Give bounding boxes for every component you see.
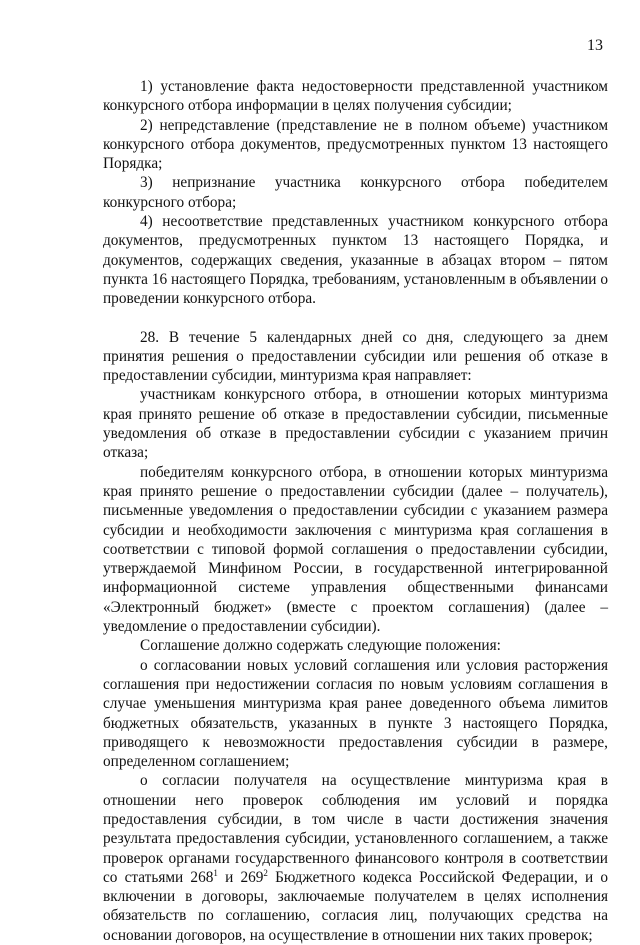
superscript-1: 1 xyxy=(213,867,218,878)
paragraph-item-28: 28. В течение 5 календарных дней со дня, следующего за днем принятия решения о предоставлении субсидии или решения об отказе в предоставлении субсидии, минтуризма края направляет: xyxy=(103,328,608,385)
document-body xyxy=(103,77,608,945)
consent-text-end: Бюджетного кодекса Российской Федерации, и о включении в договоры, заключаемые получателем в целях исполнения обязательств по соглашению, согласия лиц, получающих средства на основании договоров, на осуществление в отношении них таких проверок; xyxy=(103,868,609,944)
superscript-2: 2 xyxy=(263,867,268,878)
paragraph-agreement-terms: о согласовании новых условий соглашения или условия расторжения соглашения при недостижении согласия по новым условиям соглашения в случае уменьшения минтуризма края ранее доведенного объема лимитов бюджетных обязательств, указанных в пункте 3 настоящего Порядка, приводящего к невозможности предоставления субсидии в размере, определенном соглашением; xyxy=(103,656,608,771)
page-number: 13 xyxy=(587,37,603,54)
paragraph-winner-notice: победителям конкурсного отбора, в отношении которых минтуризма края принято решение о предоставлении субсидии (далее – получатель), письменные уведомления о предоставлении субсидии с указанием размера субсидии и необходимости заключения с минтуризма края соглашения в соответствии с типовой формой соглашения о предоставлении субсидии, утверждаемой Минфином России, в государственной интегрированной информационной системе управления общественными финансами «Электронный бюджет» (вместе с проектом соглашения) (далее – уведомление о предоставлении субсидии). xyxy=(103,463,608,636)
paragraph-grounds-4: 4) несоответствие представленных участником конкурсного отбора документов, предусмотренных пунктом 13 настоящего Порядка, и документов, содержащих сведения, указанные в абзацах втором – пятом пункта 16 настоящего Порядка, требованиям, установленным в объявлении о проведении конкурсного отбора. xyxy=(103,213,608,308)
paragraph-grounds-1: 1) установление факта недостоверности представленной участником конкурсного отбора информации в целях получения субсидии; xyxy=(103,78,608,115)
consent-text-mid: и 269 xyxy=(217,868,264,886)
paragraph-consent-checks xyxy=(103,771,608,945)
paragraph-agreement-intro: Соглашение должно содержать следующие положения: xyxy=(140,637,501,655)
paragraph-refusal-notice: участникам конкурсного отбора, в отношении которых минтуризма края принято решение об отказе в предоставлении субсидии, письменные уведомления об отказе в предоставлении субсидии с указанием причин отказа; xyxy=(103,386,608,462)
consent-text-start: о согласии получателя на осуществление минтуризма края в отношении него проверок соблюдения им условий и порядка предоставления субсидии, в том числе в части достижения значения результата предоставления субсидии, установленного соглашением, а также проверок органами государственного финансового контроля в соответствии со статьями 268 xyxy=(103,772,608,886)
paragraph-grounds-3: 3) непризнание участника конкурсного отбора победителем конкурсного отбора; xyxy=(103,174,608,211)
paragraph-grounds-2: 2) непредставление (представление не в полном объеме) участником конкурсного отбора документов, предусмотренных пунктом 13 настоящего Порядка; xyxy=(103,116,608,173)
